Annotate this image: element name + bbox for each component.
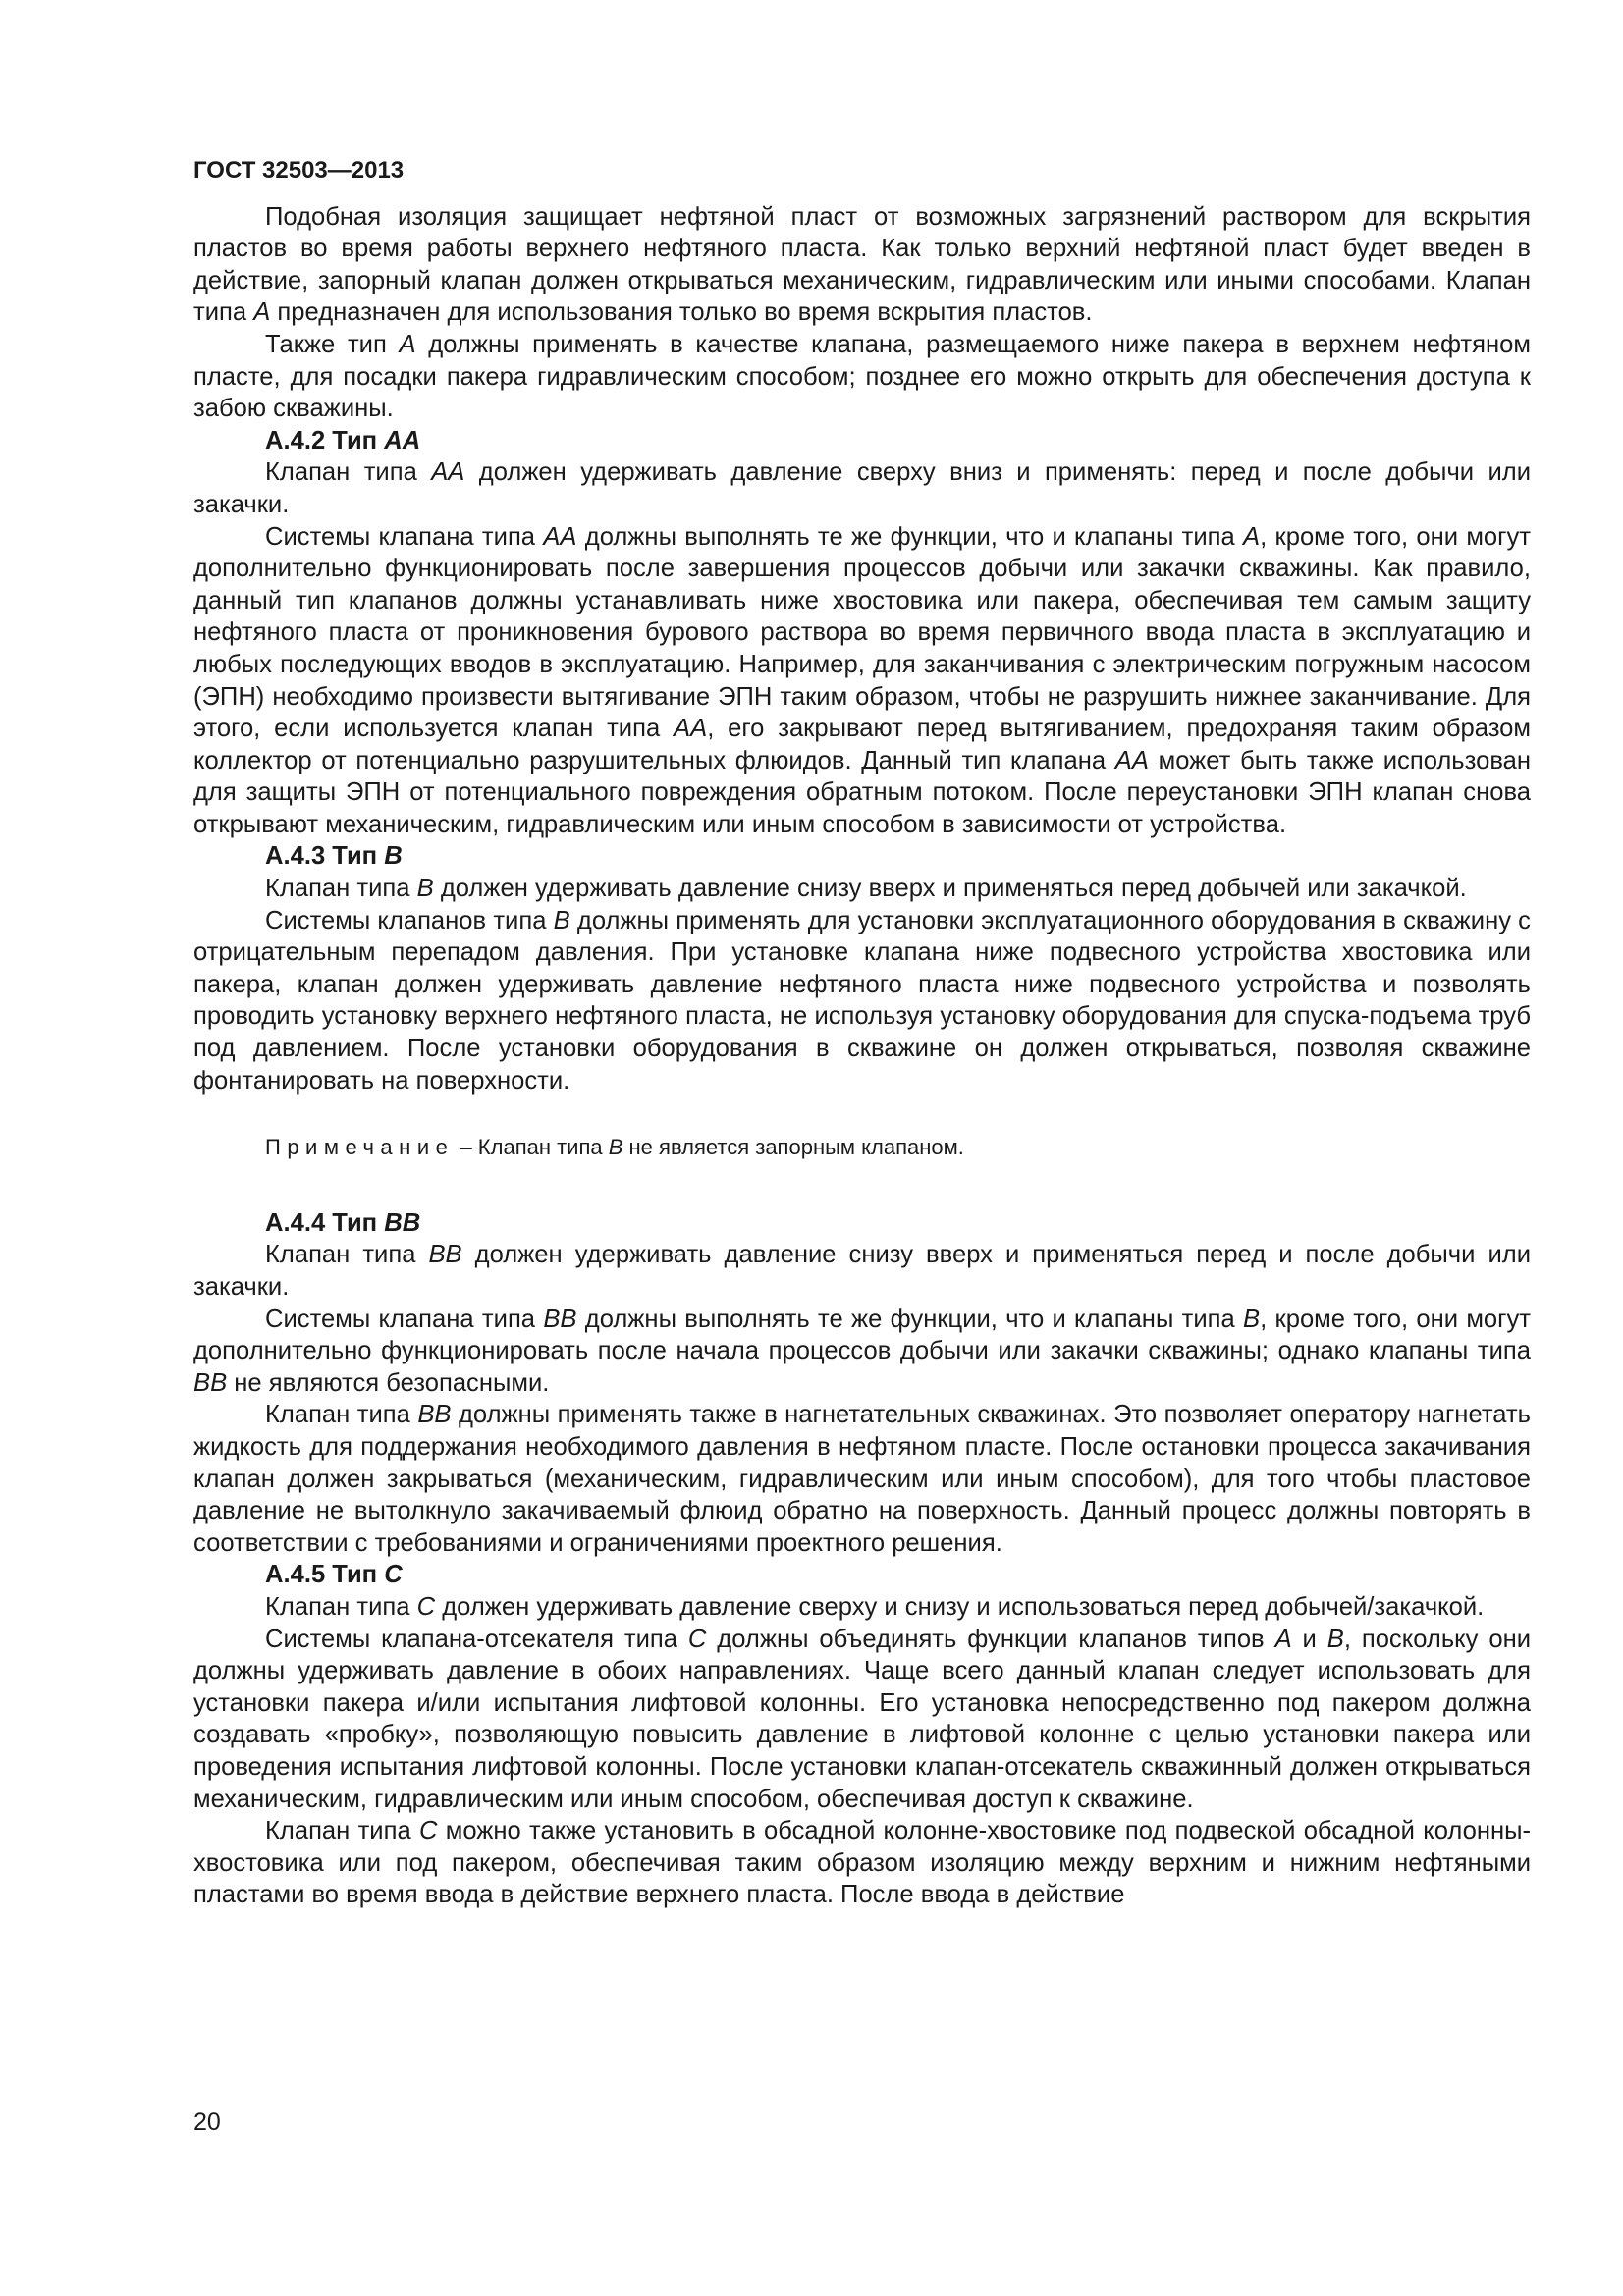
section-heading-a44: А.4.4 Тип ВВ <box>265 1208 421 1237</box>
page-number: 20 <box>193 2109 221 2136</box>
paragraph: Также тип А должны применять в качестве клапана, размещаемого ниже пакера в верхнем нефтяном пласте, для посадки пакера гидравлическим способом; позднее его можно открыть для обеспечения доступа к забою скважины. <box>193 330 1531 423</box>
document-header: ГОСТ 32503—2013 <box>193 157 405 184</box>
paragraph: Системы клапана типа ВВ должны выполнять те же функции, что и клапаны типа В, кроме того, они могут дополнительно функционировать после начала процессов добычи или закачки скважины; однако клапаны типа ВВ не являются безопасными. <box>193 1305 1531 1397</box>
section-heading-a45: А.4.5 Тип С <box>265 1561 403 1589</box>
section-heading-a43: А.4.3 Тип В <box>265 842 403 871</box>
note: Примечание – Клапан типа В не является запорным клапаном. <box>265 1135 964 1160</box>
paragraph: Клапан типа ВВ должен удерживать давление снизу вверх и применяться перед и после добычи или закачки. <box>193 1241 1531 1301</box>
paragraph: Системы клапана типа АА должны выполнять те же функции, что и клапаны типа А, кроме того, они могут дополнительно функционировать после завершения процессов добычи или закачки скважины. Как правило, данный тип клапанов должны устанавливать ниже хвостовика или пакера, обеспечивая тем самым защиту нефтяного пласта от проникновения бурового раствора во время первичного ввода пласта в эксплуатацию и любых последующих вводов в эксплуатацию. Например, для заканчивания с электрическим погружным насосом (ЭПН) необходимо произвести вытягивание ЭПН таким образом, чтобы не разрушить нижнее заканчивание. Для этого, если используется клапан типа АА, его закрывают перед вытягиванием, предохраняя таким образом коллектор от потенциально разрушительных флюидов. Данный тип клапана АА может быть также использован для защиты ЭПН от потенциального повреждения обратным потоком. После переустановки ЭПН клапан снова открывают механическим, гидравлическим или иным способом в зависимости от устройства. <box>193 522 1531 838</box>
section-heading-a42: А.4.2 Тип АА <box>265 426 421 454</box>
paragraph: Системы клапанов типа В должны применять для установки эксплуатационного оборудования в скважину с отрицательным перепадом давления. При установке клапана ниже подвесного устройства хвостовика или пакера, клапан должен удерживать давление нефтяного пласта ниже подвесного устройства и позволять проводить установку верхнего нефтяного пласта, не используя установку оборудования для спуска-подъема труб под давлением. После установки оборудования в скважине он должен открываться, позволяя скважине фонтанировать на поверхности. <box>193 906 1531 1095</box>
paragraph: Системы клапана-отсекателя типа С должны объединять функции клапанов типов А и В, поскольку они должны удерживать давление в обоих направлениях. Чаще всего данный клапан следует использовать для установки пакера и/или испытания лифтовой колонны. Его установка непосредственно под пакером должна создавать «пробку», позволяющую повысить давление в лифтовой колонне с целью установки пакера или проведения испытания лифтовой колонны. После установки клапан-отсекатель скважинный должен открываться механическим, гидравлическим или иным способом, обеспечивая доступ к скважине. <box>193 1625 1532 1813</box>
document-page <box>193 155 1531 1911</box>
paragraph: Подобная изоляция защищает нефтяной пласт от возможных загрязнений раствором для вскрытия пластов во время работы верхнего нефтяного пласта. Как только верхний нефтяной пласт будет введен в действие, запорный клапан должен открываться механическим, гидравлическим или иными способами. Клапан типа А предназначен для использования только во время вскрытия пластов. <box>193 202 1531 327</box>
paragraph: Клапан типа С можно также установить в обсадной колонне-хвостовике под подвеской обсадной колонны-хвостовика или под пакером, обеспечивая таким образом изоляцию между верхним и нижним нефтяными пластами во время ввода в действие верхнего пласта. После ввода в действие <box>193 1817 1532 1909</box>
paragraph: Клапан типа С должен удерживать давление сверху и снизу и использоваться перед добычей/закачкой. <box>265 1592 1485 1621</box>
paragraph: Клапан типа АА должен удерживать давление сверху вниз и применять: перед и после добычи или закачки. <box>193 458 1531 518</box>
paragraph: Клапан типа В должен удерживать давление снизу вверх и применяться перед добычей или закачкой. <box>265 875 1467 903</box>
paragraph: Клапан типа ВВ должны применять также в нагнетательных скважинах. Это позволяет оператору нагнетать жидкость для поддержания необходимого давления в нефтяном пласте. После остановки процесса закачивания клапан должен закрываться (механическим, гидравлическим или иным способом), для того чтобы пластовое давление не вытолкнуло закачиваемый флюид обратно на поверхность. Данный процесс должны повторять в соответствии с требованиями и ограничениями проектного решения. <box>193 1401 1531 1557</box>
